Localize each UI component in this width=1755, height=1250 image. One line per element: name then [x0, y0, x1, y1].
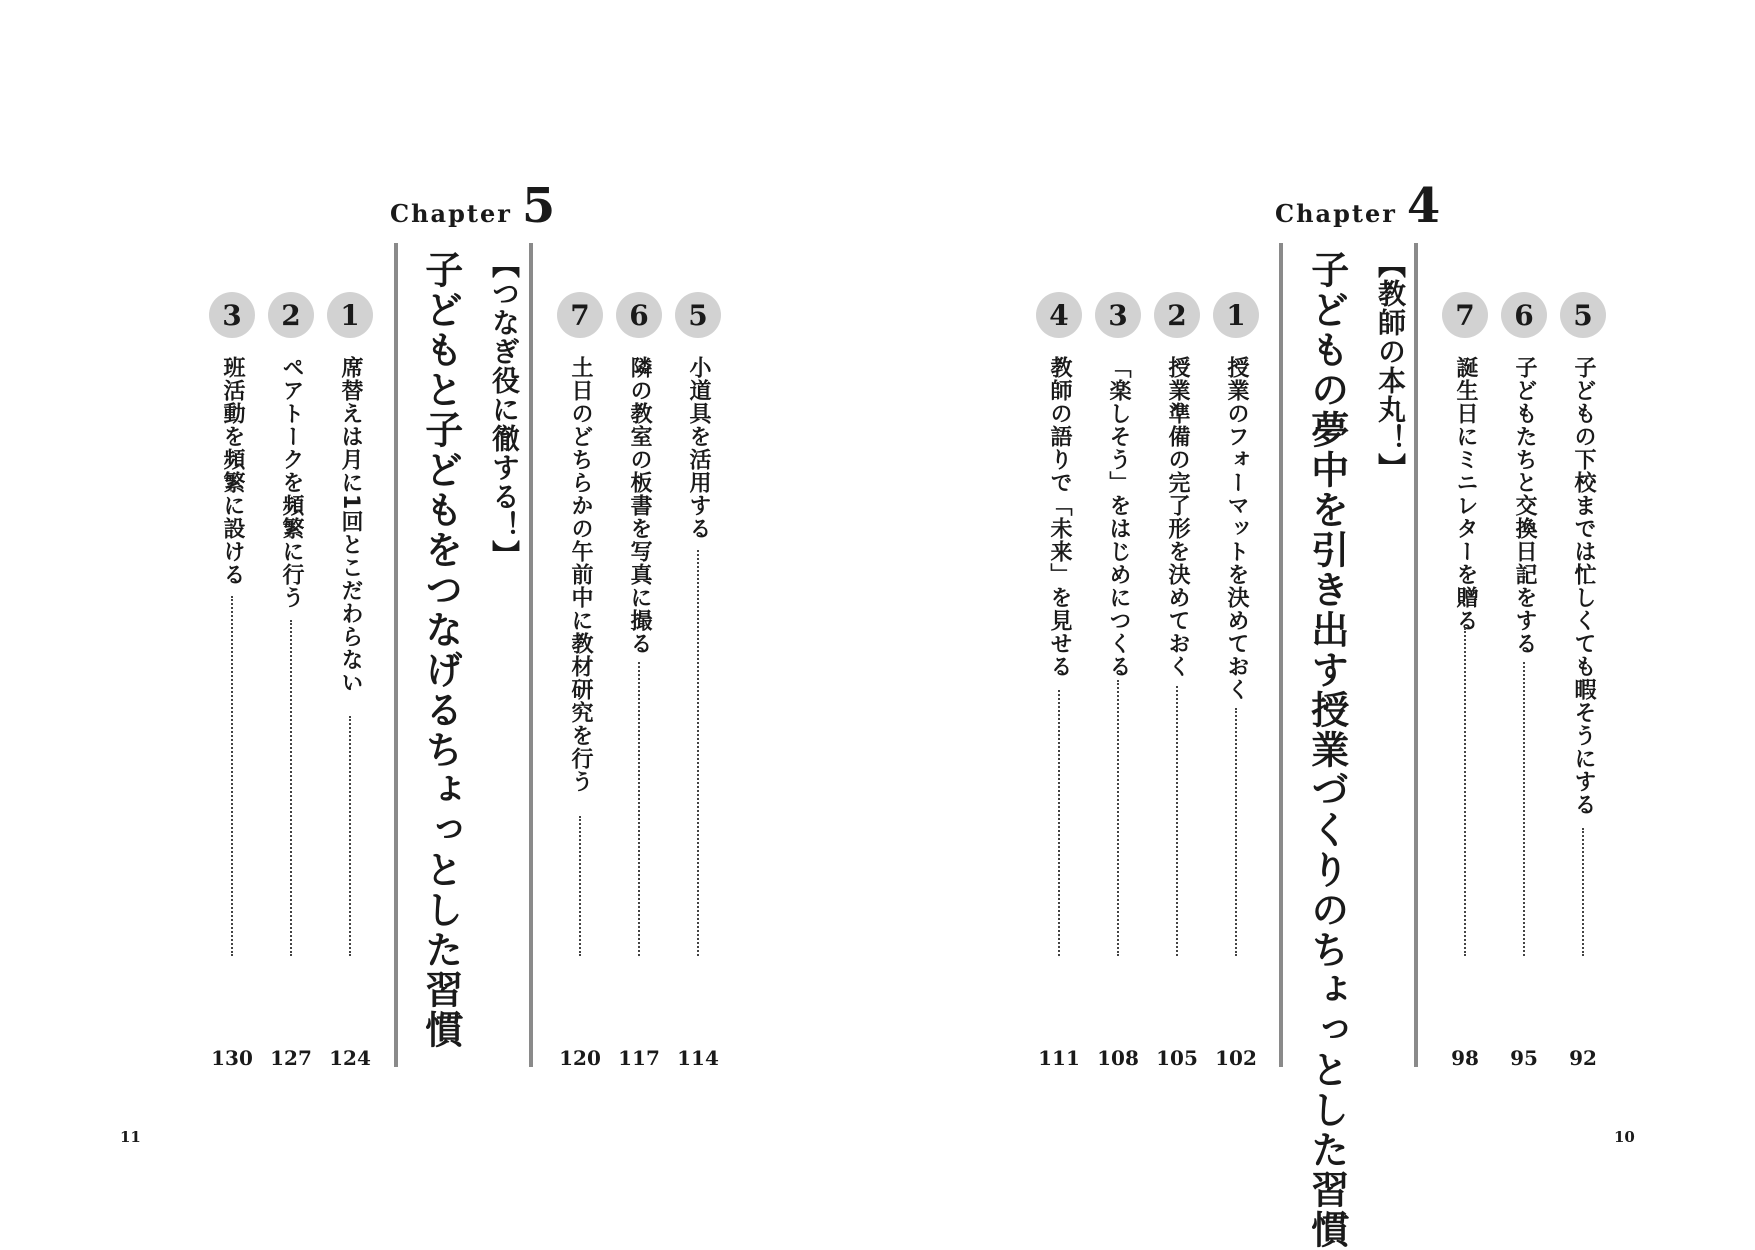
toc-entry[interactable] [1154, 0, 1200, 1070]
entry-number-badge: 7 [1442, 292, 1488, 338]
entry-title: ペアトークを頻繁に行う [279, 356, 304, 609]
dot-leader [231, 596, 233, 956]
chapter-4-subtitle: 【教師の本丸！】 [1374, 250, 1407, 482]
dot-leader [1117, 680, 1119, 956]
toc-entry[interactable] [209, 0, 255, 1070]
entry-title: 授業準備の完了形を決めておく [1165, 356, 1190, 678]
entry-number-badge: 1 [327, 292, 373, 338]
entry-number-badge: 5 [1560, 292, 1606, 338]
dot-leader [1523, 662, 1525, 956]
entry-page-number: 108 [1097, 1046, 1139, 1070]
toc-entry[interactable] [1036, 0, 1082, 1070]
chapter-5-number: 5 [521, 178, 556, 234]
toc-entry[interactable] [1442, 0, 1488, 1070]
entry-number-badge: 4 [1036, 292, 1082, 338]
chapter-5-subtitle: 【つなぎ役に徹する！】 [488, 250, 521, 569]
chapter-5-title: 子どもと子どもをつなげるちょっとした習慣 [418, 250, 463, 1050]
entry-title: 席替えは月に1回とこだわらない [338, 356, 363, 695]
dot-leader [290, 620, 292, 956]
entry-page-number: 95 [1510, 1046, 1538, 1070]
entry-page-number: 124 [329, 1046, 371, 1070]
entry-number-badge: 2 [1154, 292, 1200, 338]
entry-title: 隣の教室の板書を写真に撮る [627, 356, 652, 655]
entry-page-number: 117 [618, 1046, 660, 1070]
chapter-5-title-divider-left [394, 243, 398, 1067]
chapter-5-heading [390, 178, 556, 234]
chapter-4-number: 4 [1406, 178, 1441, 234]
entry-number-badge: 2 [268, 292, 314, 338]
toc-entry[interactable] [1095, 0, 1141, 1070]
toc-entry[interactable] [268, 0, 314, 1070]
entry-title: 班活動を頻繁に設ける [220, 356, 245, 586]
entry-number-badge: 3 [209, 292, 255, 338]
entry-title: 「楽しそう」をはじめにつくる [1106, 356, 1131, 678]
toc-entry[interactable] [327, 0, 373, 1070]
entry-title: 土日のどちらかの午前中に教材研究を行う [568, 356, 593, 793]
dot-leader [638, 662, 640, 956]
chapter-4-heading [1275, 178, 1441, 234]
entry-title: 子どもたちと交換日記をする [1512, 356, 1537, 655]
left-page-number: 11 [120, 1128, 141, 1146]
entry-page-number: 130 [211, 1046, 253, 1070]
right-page-number: 10 [1614, 1128, 1635, 1146]
entry-page-number: 114 [677, 1046, 719, 1070]
toc-entry[interactable] [1560, 0, 1606, 1070]
entry-number-badge: 6 [616, 292, 662, 338]
chapter-4-title-divider-right [1414, 243, 1418, 1067]
entry-title: 子どもの下校までは忙しくても暇そうにする [1571, 356, 1596, 816]
dot-leader [1235, 708, 1237, 956]
chapter-5-word: Chapter [390, 199, 512, 228]
dot-leader [1176, 686, 1178, 956]
toc-entry[interactable] [616, 0, 662, 1070]
dot-leader [579, 816, 581, 956]
entry-number-badge: 5 [675, 292, 721, 338]
dot-leader [1058, 690, 1060, 956]
chapter-5-title-divider-right [529, 243, 533, 1067]
entry-title: 誕生日にミニレターを贈る [1453, 356, 1478, 632]
entry-title: 小道具を活用する [686, 356, 711, 540]
dot-leader [1582, 828, 1584, 956]
entry-page-number: 105 [1156, 1046, 1198, 1070]
toc-entry[interactable] [675, 0, 721, 1070]
entry-title: 教師の語りで「未来」を見せる [1047, 356, 1072, 678]
entry-number-badge: 3 [1095, 292, 1141, 338]
entry-page-number: 102 [1215, 1046, 1257, 1070]
entry-page-number: 92 [1569, 1046, 1597, 1070]
chapter-4-title: 子どもの夢中を引き出す授業づくりのちょっとした習慣 [1304, 250, 1349, 1250]
dot-leader [697, 550, 699, 956]
dot-leader [349, 716, 351, 956]
entry-number-badge: 7 [557, 292, 603, 338]
entry-page-number: 98 [1451, 1046, 1479, 1070]
entry-title: 授業のフォーマットを決めておく [1224, 356, 1249, 701]
chapter-4-word: Chapter [1275, 199, 1397, 228]
entry-page-number: 120 [559, 1046, 601, 1070]
entry-page-number: 127 [270, 1046, 312, 1070]
entry-number-badge: 6 [1501, 292, 1547, 338]
entry-number-badge: 1 [1213, 292, 1259, 338]
dot-leader [1464, 628, 1466, 956]
entry-page-number: 111 [1038, 1046, 1080, 1070]
chapter-4-title-divider-left [1279, 243, 1283, 1067]
toc-entry[interactable] [1213, 0, 1259, 1070]
toc-entry[interactable] [1501, 0, 1547, 1070]
toc-entry[interactable] [557, 0, 603, 1070]
